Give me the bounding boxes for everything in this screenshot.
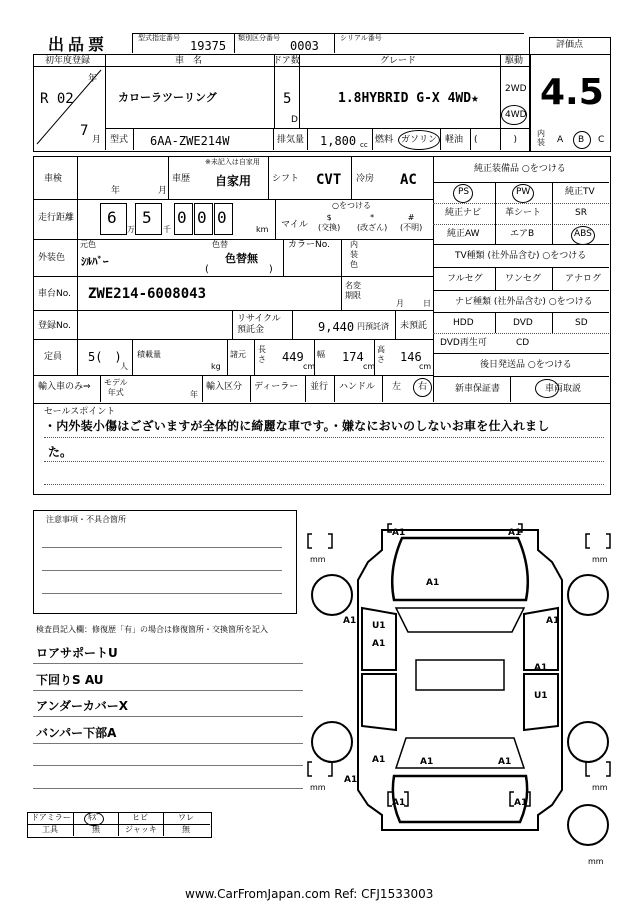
mark-rear-window-left: A1 [420,757,434,767]
notes-label: 注意事項・不具合箇所 [46,515,126,524]
mm-label-4: mm [592,783,608,792]
crack-label: ヒビ [132,813,148,822]
load-unit: kg [211,362,221,371]
mark-front-left-fender: A1 [343,616,357,626]
displacement-label: 排気量 [277,135,305,145]
import-dealer: ディーラー [254,382,299,392]
width-label: 幅 [317,350,325,359]
capacity-unit: 人 [120,362,128,371]
mark-left-rear-wheel: A1 [344,775,358,785]
handle-right-circle [413,378,432,397]
mark-hood: A1 [426,578,440,588]
manual-circle [535,379,559,398]
handle-left: 左 [392,382,402,392]
color-change-value: 色替無 [225,252,258,265]
mark-left-front-door: A1 [372,639,386,649]
shift-value: CVT [316,172,342,188]
model-year-label: モデル 年式 [104,378,128,397]
color-value: ｼﾙﾊﾞｰ [81,255,109,268]
tv-fullseg: フルセグ [447,274,483,284]
equip-ps-circle [453,184,473,203]
mirror-label: ドアミラー [31,813,71,822]
tv-type-label: TV種類 (社外品含む) ○をつける [455,251,587,261]
category-value: 0003 [290,39,319,53]
model-value: 6AA-ZWE214W [150,134,230,148]
mark-front-right-bumper: A1 [508,528,522,538]
mileage-digit-4: 0 [197,208,207,227]
import-label: 輸入車のみ⇒ [38,382,91,392]
equip-tv: 純正TV [565,187,595,197]
mileage-label: 走行距離 [38,213,75,223]
interior-b-circle [573,131,591,149]
color-change-paren: ( ) [205,264,273,275]
mileage-check-label: ○をつける [332,201,371,210]
first-reg-era: R 02 [40,91,74,107]
equip-ps: PS [458,187,470,197]
mileage-digit-5: 0 [217,208,227,227]
vehicle-name-value: カローラツーリング [118,91,217,104]
mark-rear-right-bumper: A1 [514,798,528,808]
mark-front-right-fender: A1 [546,616,560,626]
grade-value: 1.8HYBRID G-X 4WD★ [338,91,479,106]
mileage-digit-3: 0 [177,208,187,227]
type-designation-label: 型式指定番号 [138,34,180,42]
name-change-label: 名変 期限 [345,281,361,300]
navi-type-label: ナビ種類 (社外品含む) ○をつける [455,297,593,307]
interior-b: B [578,135,585,145]
mileage-digit-1: 6 [107,208,117,227]
interior-label: 内装 [537,129,545,147]
recycle-label: リサイクル 預託金 [237,314,281,335]
category-label: 類別区分番号 [238,34,280,42]
mileage-fumei: # (不明) [400,213,423,232]
interior-c: C [598,135,605,145]
reg-label: 登録No. [38,321,71,331]
chassis-value: ZWE214-6008043 [88,286,207,302]
recycle-value: 9,440 [318,320,355,334]
equip-pw: PW [516,187,531,197]
length-label: 長さ [258,345,266,364]
model-year-unit: 年 [190,390,198,399]
inspector-line-4: バンパー下部A [36,726,117,740]
load-label: 積載量 [137,350,161,359]
height-value: 146 [400,350,422,364]
displacement-value: 1,800 [320,134,357,148]
handle-label: ハンドル [339,382,376,392]
capacity-label: 定員 [44,352,63,362]
color-no-label: カラーNo. [288,240,330,250]
tv-oneseg: ワンセグ [505,274,542,284]
mileage-koukan: $ (交換) [318,213,341,232]
interior-a: A [557,135,564,145]
sheet-title: 出品票 [48,35,109,54]
mark-left-rear-quarter: A1 [372,755,386,765]
mirror-value: ｷｽﾞ [88,813,100,822]
mark-right-rear-door-u: U1 [534,691,548,701]
mm-label-2: mm [592,555,608,564]
navi-sd: SD [575,318,588,328]
model-label: 型式 [110,135,129,145]
jack-label: ジャッキ [125,825,157,834]
color-change-label: 色替 [212,240,228,249]
equip-abs: ABS [574,229,592,239]
warranty-label: 新車保証書 [455,384,501,394]
navi-hdd: HDD [453,318,474,328]
equip-leather: 革シート [505,208,542,218]
mileage-digit-2: 5 [142,208,152,227]
mark-left-front-door-u: U1 [372,621,386,631]
mileage-kaizan: * (改ざん) [357,213,388,232]
equip-navi: 純正ナビ [445,208,482,218]
type-designation-value: 19375 [190,39,227,53]
first-reg-slash [33,66,105,150]
mark-rear-left-bumper: A1 [392,798,406,808]
shaken-year-unit: 年 [111,186,121,196]
ware-label: ワレ [178,813,194,822]
mileage-sen: 千 [163,225,171,234]
rear-ship-label: 後日発送品 ○をつける [480,360,572,370]
equip-pw-circle [512,184,534,203]
fuel-diesel: 軽油 [445,135,464,145]
month-unit: 月 [92,135,102,145]
height-label: 高さ [377,345,385,364]
mark-rear-window-right: A1 [498,757,512,767]
manual-label: 車両取説 [545,384,582,394]
mark-front-left-bumper: A1 [392,528,406,538]
mileage-man: 万 [127,225,135,234]
tools-value: 無 [92,825,100,834]
car-condition-diagram [300,510,620,870]
ac-label: 冷房 [356,174,375,184]
mm-label-5: mm [588,857,604,866]
history-note: ※未記入は自家用 [205,158,260,166]
doors-value: 5 [283,91,292,107]
drive-2wd: 2WD [505,84,527,94]
history-value: 自家用 [215,174,252,188]
recycle-unit: 円預託済 [357,322,389,331]
length-unit: cm [303,362,316,371]
tv-analog: アナログ [565,274,602,284]
history-label: 車歴 [172,174,191,184]
name-change-day: 日 [423,299,431,308]
equip-airbag: エアB [510,229,535,239]
score-value: 4.5 [540,72,604,113]
color-label: 外装色 [38,253,66,263]
jack-value: 無 [182,825,190,834]
width-unit: cm [363,362,376,371]
grade-col-label: グレード [380,56,417,66]
inspector-label: 検査員記入欄：修復歴「有」の場合は修復箇所・交換箇所を記入 [36,625,268,634]
inspector-line-3: アンダーカバーX [36,699,129,713]
sales-point-label: セールスポイント [44,407,116,417]
drive-4wd-circle [501,105,527,125]
equip-aw: 純正AW [447,229,480,239]
sales-point-line1: ・内外装小傷はございますが全体的に綺麗な車です。・嫌なにおいのしないお車を仕入れまし [44,419,550,433]
ac-value: AC [400,172,417,188]
mark-right-rear-door: A1 [534,663,548,673]
length-value: 449 [282,350,304,364]
equip-sr: SR [575,208,587,218]
sales-point-line2: た。 [48,445,73,459]
drive-4wd: 4WD [505,110,527,120]
serial-label: シリアル番号 [340,34,382,42]
cd-label: CD [516,338,530,348]
equip-abs-circle [571,226,595,245]
footer-ref: www.CarFromJapan.com Ref: CFJ1533003 [185,887,434,901]
year-unit: 年 [88,74,98,84]
shaken-label: 車検 [44,174,63,184]
handle-right: 右 [418,382,428,392]
width-value: 174 [342,350,364,364]
doors-label: ドア数 [273,56,300,66]
shaken-month-unit: 月 [158,186,168,196]
fuel-gasoline-circle [398,130,440,150]
spec-label: 諸元 [230,350,246,359]
orig-color-label: 元色 [80,240,96,249]
fuel-label: 燃料 [375,135,394,145]
capacity-value: 5( ) [88,350,122,364]
fuel-gasoline: ガソリン [401,135,438,145]
import-parallel: 並行 [310,382,329,392]
height-unit: cm [419,362,432,371]
dvd-playback: DVD再生可 [440,338,487,348]
fuel-other: ( ) [474,135,518,145]
mirror-circle [84,812,104,826]
navi-dvd: DVD [513,318,533,328]
first-reg-label: 初年度登録 [45,56,91,66]
first-reg-month: 7 [80,123,89,139]
name-change-month: 月 [396,299,404,308]
mileage-km: km [256,225,269,234]
mileage-mile: マイル [281,220,308,230]
doors-d: D [291,115,298,125]
shift-label: シフト [272,174,300,184]
notes-box [33,510,297,614]
genuine-equip-label: 純正装備品 ○をつける [474,164,566,174]
sales-point-box [33,402,611,495]
displacement-unit: cc [360,141,368,149]
import-cat-label: 輸入区分 [206,382,243,392]
interior-color-label: 内 装 色 [350,240,358,269]
mm-label-1: mm [310,555,326,564]
mm-label-3: mm [310,783,326,792]
recycle-unpaid: 未預託 [400,321,428,331]
grade-label: 評価点 [556,40,584,50]
drive-label: 駆動 [505,56,524,66]
tools-label: 工具 [42,825,58,834]
chassis-label: 車台No. [38,289,71,299]
inspector-line-1: ロアサポートU [36,646,118,660]
vehicle-name-label: 車 名 [175,56,203,66]
inspector-line-2: 下回りS AU [36,673,104,687]
